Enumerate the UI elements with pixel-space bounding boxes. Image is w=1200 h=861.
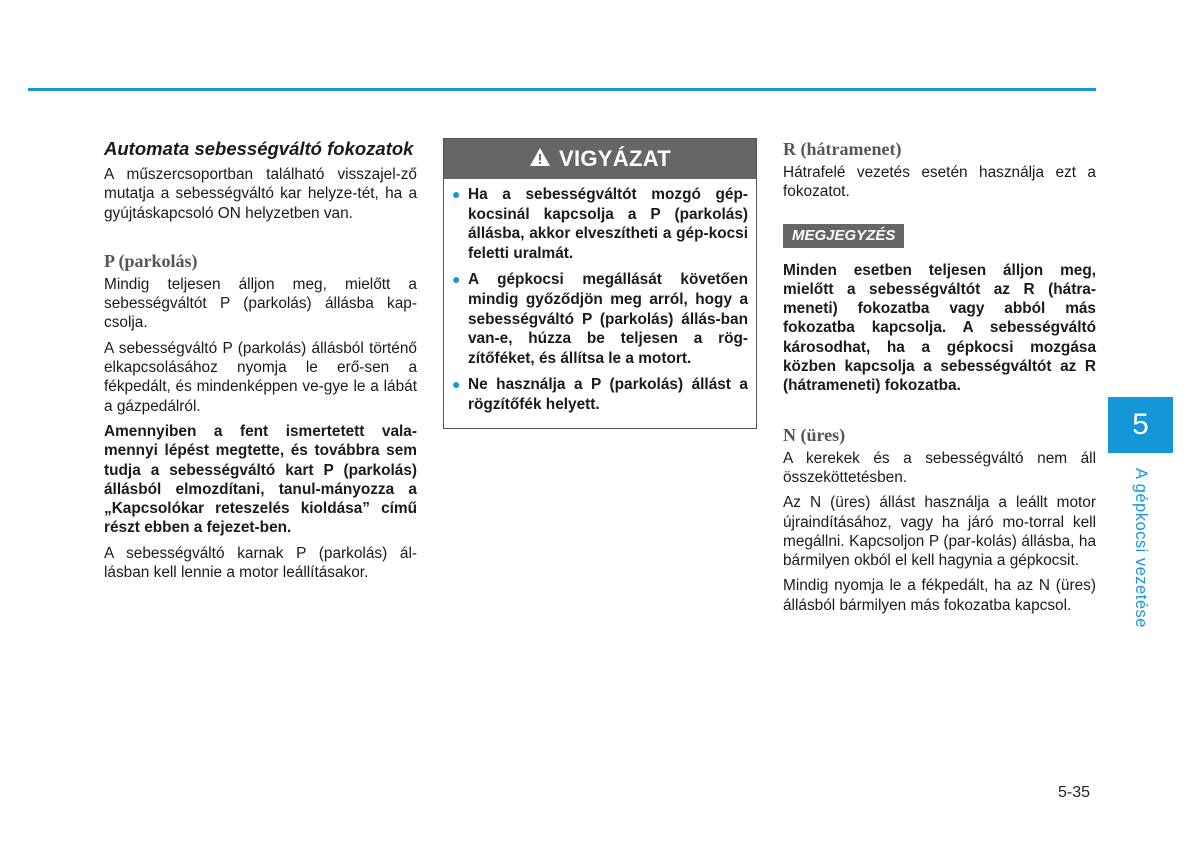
warning-item: ● Ne használja a P (parkolás) állást a rögzítőfék helyett. xyxy=(452,376,748,413)
reverse-paragraph: Hátrafelé vezetés esetén használja ezt a fokozatot. xyxy=(783,164,1096,201)
neutral-heading: N (üres) xyxy=(783,424,846,445)
neutral-paragraph-2: Az N (üres) állást használja a leállt motor újraindításához, vagy ha járó mo-torral kell megállni. Kapcsoljon P (par-kolás) állásba, ha bármilyen okból el kell hagynia a gépkocsit. xyxy=(783,494,1096,570)
warning-title: VIGYÁZAT xyxy=(559,146,671,171)
bullet-icon: ● xyxy=(452,186,461,202)
section-title: Automata sebességváltó fokozatok xyxy=(104,138,414,159)
neutral-paragraph-3: Mindig nyomja le a fékpedált, ha az N (üres) állásból bármilyen más fokozatba kapcsol. xyxy=(783,577,1096,614)
park-heading: P (parkolás) xyxy=(104,250,198,271)
warning-triangle-icon xyxy=(529,147,551,172)
park-paragraph-2: A sebességváltó P (parkolás) állásból történő elkapcsolásához nyomja le erő-sen a fékpedált, és mindenképpen ve-gye le a lábát a gázpedálról. xyxy=(104,339,417,415)
warning-column xyxy=(443,138,757,429)
warning-item: ● Ha a sebességváltót mozgó gép-kocsinál kapcsolja a P (parkolás) állásba, akkor elveszítheti a gép-kocsi feletti uralmát. xyxy=(452,186,748,262)
chapter-title: A gépkocsi vezetése xyxy=(1132,468,1150,628)
warning-item: ● A gépkocsi megállását követően mindig győződjön meg arról, hogy a sebességváltó P (parkolás) állás-ban van-e, húzza be teljesen a rög-zítőféket, és állítsa le a motort. xyxy=(452,271,748,367)
chapter-number-tab: 5 xyxy=(1108,397,1173,453)
warning-header xyxy=(444,139,756,179)
page-number: 5-35 xyxy=(1058,784,1091,801)
park-paragraph-3: Amennyiben a fent ismertetett vala-mennyi lépést megtette, és továbbra sem tudja a sebességváltó kart P (parkolás) állásból elmozdítani, tanul-mányozza a „Kapcsolókar reteszelés kioldása” című részt ebben a fejezet-ben. xyxy=(104,422,417,537)
park-paragraph-4: A sebességváltó karnak P (parkolás) ál-lásban kell lennie a motor leállításakor. xyxy=(104,544,417,582)
note-badge: MEGJEGYZÉS xyxy=(783,224,904,248)
intro-paragraph: A műszercsoportban található visszajel-ző mutatja a sebességváltó kar helyze-tét, ha a gyújtáskapcsoló ON helyzetben van. xyxy=(104,166,417,222)
warning-list xyxy=(444,179,756,424)
bullet-icon: ● xyxy=(452,376,461,393)
header-rule xyxy=(28,88,1096,91)
bullet-icon: ● xyxy=(452,271,461,288)
neutral-paragraph-1: A kerekek és a sebességváltó nem áll összeköttetésben. xyxy=(783,449,1096,486)
reverse-heading: R (hátramenet) xyxy=(783,139,902,159)
right-column xyxy=(783,138,1096,615)
park-paragraph-1: Mindig teljesen álljon meg, mielőtt a sebességváltót P (parkolás) állásba kap-csolja. xyxy=(104,275,417,332)
left-column xyxy=(104,138,417,582)
warning-box xyxy=(443,138,757,429)
note-paragraph: Minden esetben teljesen álljon meg, mielőtt a sebességváltót az R (hátra-meneti) fokozatba vagy abból más fokozatba kapcsolja. A sebességváltó károsodhat, ha a gépkocsi mozgása közben kapcsolja a sebességváltót az R (hátrameneti) fokozatba. xyxy=(783,261,1096,395)
